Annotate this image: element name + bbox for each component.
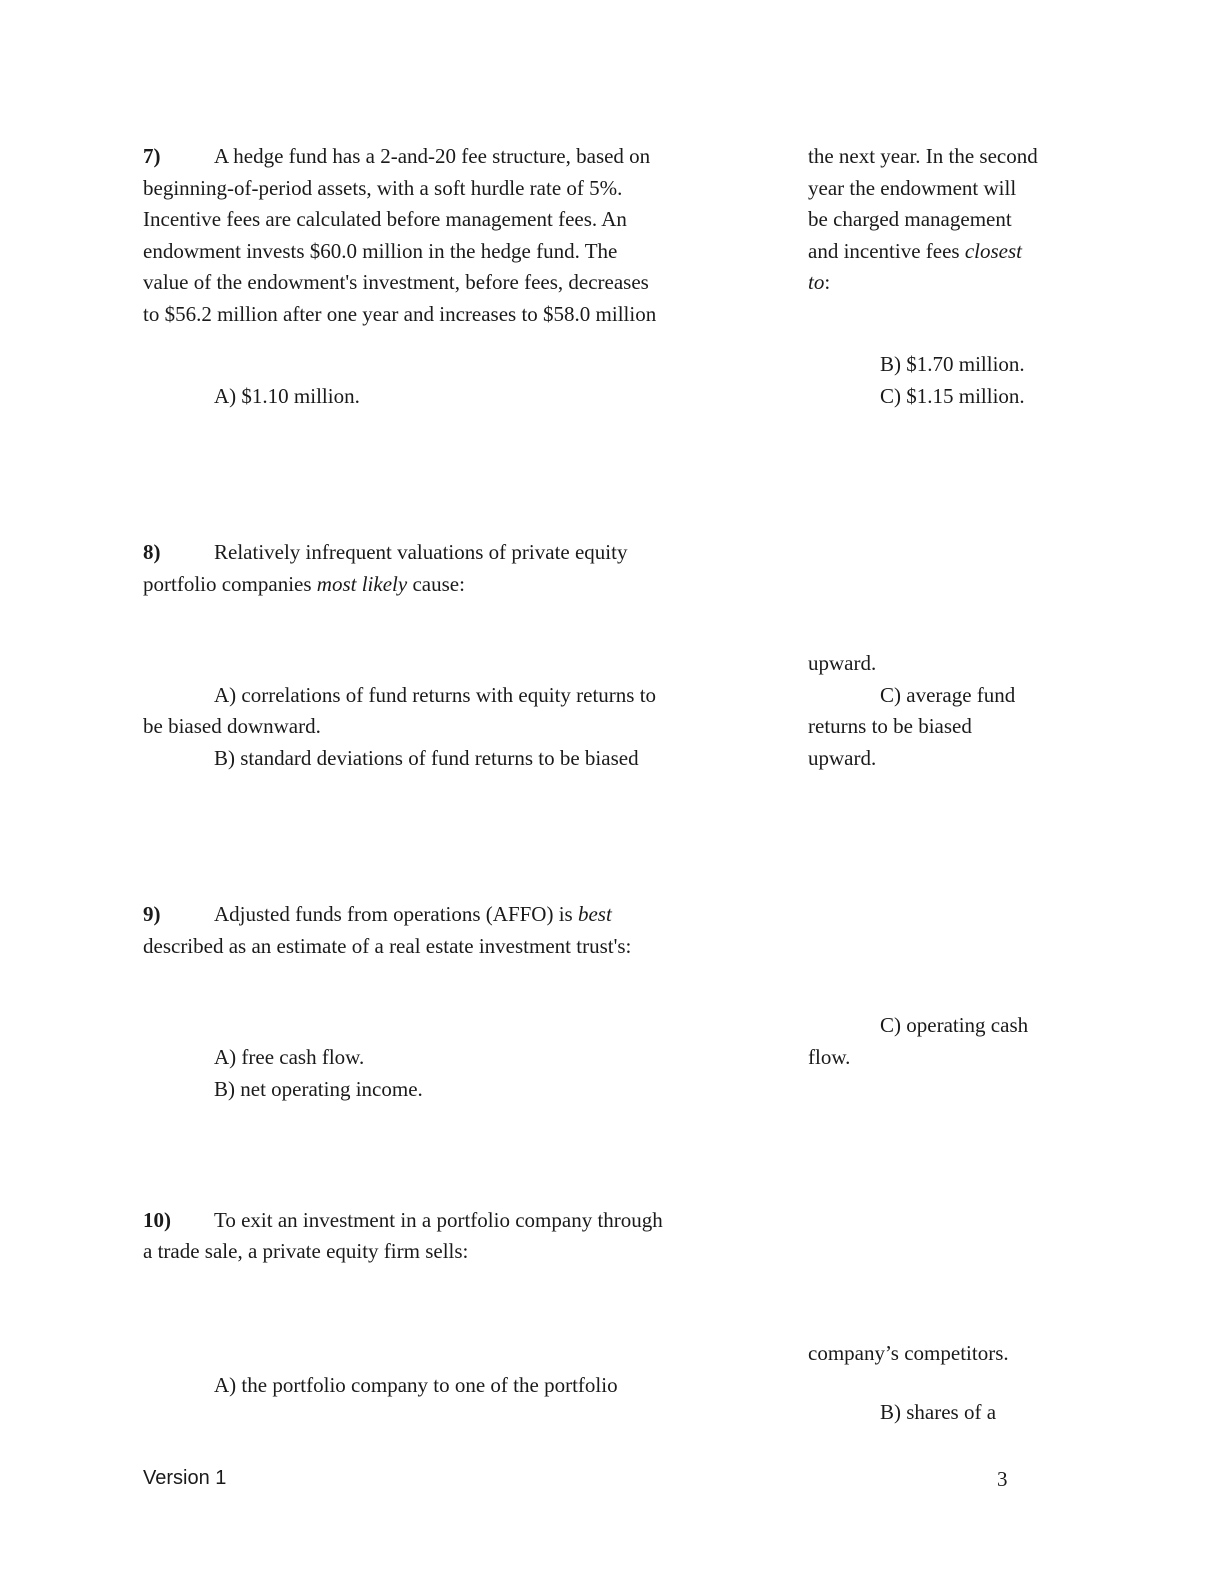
answer-choice-c: C) average fund [880, 683, 1016, 707]
question-text-line: year the endowment will [808, 176, 1017, 200]
question-text-line: endowment invests $60.0 million in the hedge fund. The [143, 239, 618, 263]
footer-version: Version 1 [143, 1467, 227, 1489]
question-text-line: Relatively infrequent valuations of private equity [214, 540, 628, 564]
answer-choice-c-continued: upward. [808, 746, 877, 770]
answer-choice-b: B) net operating income. [214, 1077, 423, 1101]
answer-choice-a: A) correlations of fund returns with equity returns to [214, 683, 657, 707]
question-text-line: value of the endowment's investment, before fees, decreases [143, 270, 649, 294]
answer-choice-a: A) $1.10 million. [214, 384, 360, 408]
answer-choice-a: A) free cash flow. [214, 1045, 365, 1069]
question-text-line: and incentive fees closest [808, 239, 1022, 263]
answer-choice-b-continued: upward. [808, 651, 877, 675]
question-number: 9) [143, 902, 161, 926]
question-text-line: to $56.2 million after one year and increases to $58.0 million [143, 302, 657, 326]
question-text-line: to: [808, 270, 831, 294]
answer-choice-a-continued: be biased downward. [143, 714, 321, 738]
answer-choice-a: A) the portfolio company to one of the portfolio [214, 1373, 618, 1397]
answer-choice-c: C) operating cash [880, 1013, 1029, 1037]
answer-choice-a-continued: company’s competitors. [808, 1341, 1009, 1365]
page-number: 3 [997, 1467, 1008, 1491]
answer-choice-c: C) $1.15 million. [880, 384, 1025, 408]
question-text-line: be charged management [808, 207, 1012, 231]
question-text-line: Incentive fees are calculated before management fees. An [143, 207, 627, 231]
question-text-line: beginning-of-period assets, with a soft hurdle rate of 5%. [143, 176, 623, 200]
answer-choice-c-continued: returns to be biased [808, 714, 972, 738]
question-number: 7) [143, 144, 161, 168]
question-text-line: Adjusted funds from operations (AFFO) is best [214, 902, 612, 926]
question-text-line: A hedge fund has a 2-and-20 fee structure, based on [214, 144, 651, 168]
question-number: 8) [143, 540, 161, 564]
question-text-line: a trade sale, a private equity firm sells: [143, 1239, 469, 1263]
answer-choice-c-continued: flow. [808, 1045, 851, 1069]
answer-choice-b: B) shares of a [880, 1400, 997, 1424]
question-text-line: To exit an investment in a portfolio company through [214, 1208, 663, 1232]
question-text-line: described as an estimate of a real estate investment trust's: [143, 934, 632, 958]
question-text-line: portfolio companies most likely cause: [143, 572, 465, 596]
question-number: 10) [143, 1208, 171, 1232]
question-text-line: the next year. In the second [808, 144, 1038, 168]
answer-choice-b: B) standard deviations of fund returns to be biased [214, 746, 639, 770]
answer-choice-b: B) $1.70 million. [880, 352, 1025, 376]
